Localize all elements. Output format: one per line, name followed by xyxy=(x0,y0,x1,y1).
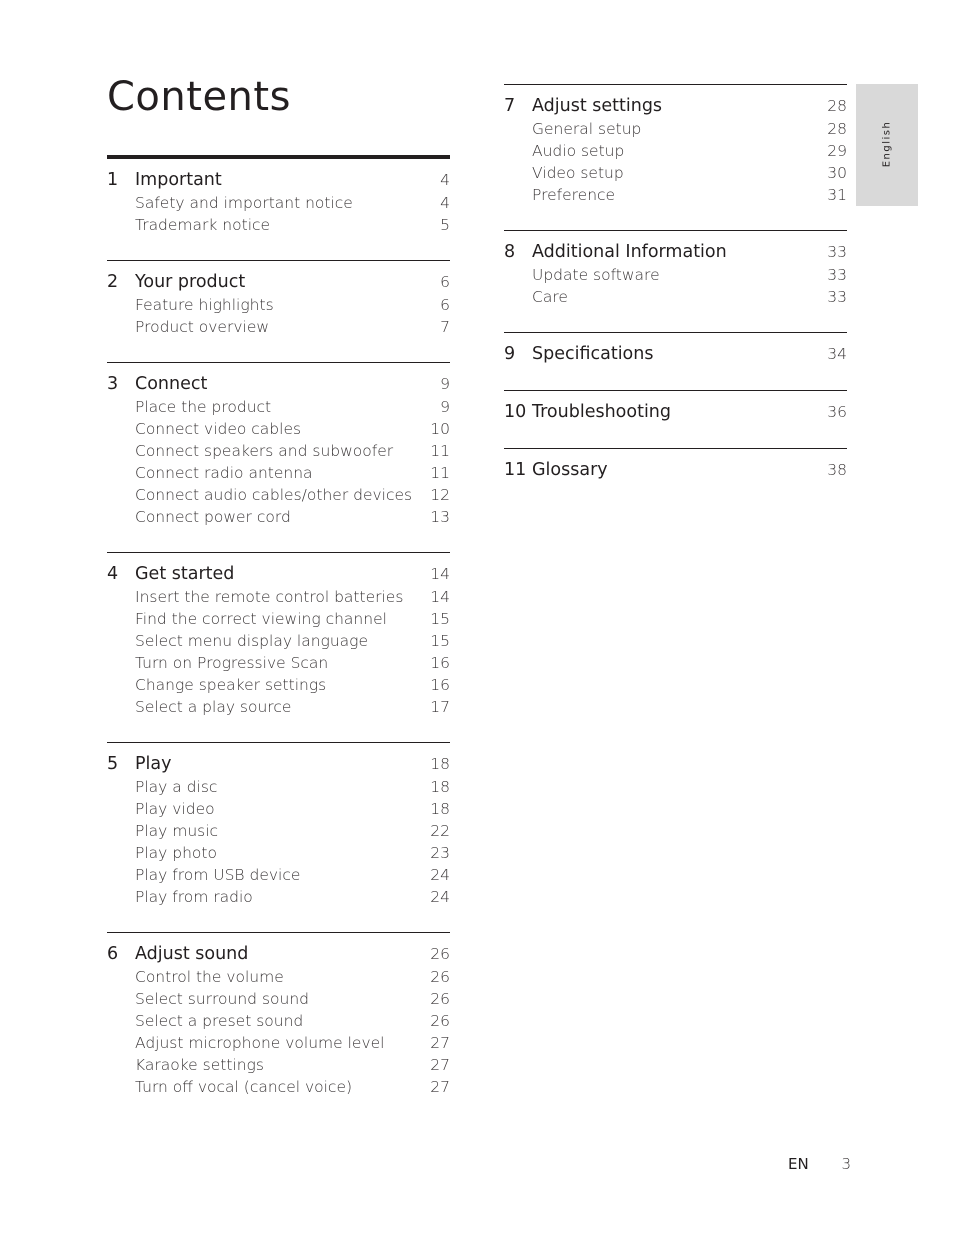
chapter-title: Get started xyxy=(135,564,235,584)
toc-entry-row[interactable] xyxy=(107,966,450,988)
entry-page: 14 xyxy=(430,588,450,606)
entry-page: 17 xyxy=(430,698,450,716)
entry-title: General setup xyxy=(532,120,642,138)
chapter-title: Play xyxy=(135,754,172,774)
entry-page: 27 xyxy=(430,1034,450,1052)
entry-title: Connect radio antenna xyxy=(135,464,313,482)
toc-section xyxy=(504,332,847,390)
chapter-title: Important xyxy=(135,170,222,190)
page-footer xyxy=(788,1155,851,1173)
entry-title: Preference xyxy=(532,186,616,204)
chapter-title: Connect xyxy=(135,374,208,394)
chapter-page: 6 xyxy=(440,273,450,291)
toc-chapter-row[interactable] xyxy=(107,942,450,966)
chapter-title: Your product xyxy=(135,272,246,292)
entry-page: 16 xyxy=(430,676,450,694)
entry-title: Turn off vocal (cancel voice) xyxy=(135,1078,353,1096)
chapter-title: Glossary xyxy=(532,460,608,480)
entry-title: Play from USB device xyxy=(135,866,301,884)
chapter-title: Troubleshooting xyxy=(532,402,672,422)
toc-section xyxy=(107,932,450,1122)
entry-title: Product overview xyxy=(135,318,270,336)
toc-chapter-row[interactable] xyxy=(107,270,450,294)
chapter-number: 11 xyxy=(504,460,527,480)
entry-title: Select a play source xyxy=(135,698,292,716)
entry-title: Find the correct viewing channel xyxy=(135,610,387,628)
entry-page: 12 xyxy=(430,486,450,504)
entry-title: Safety and important notice xyxy=(135,194,353,212)
entry-title: Adjust microphone volume level xyxy=(135,1034,385,1052)
entry-title: Play music xyxy=(135,822,219,840)
entry-title: Select surround sound xyxy=(135,990,309,1008)
toc-entry-row[interactable] xyxy=(107,1076,450,1098)
entry-page: 11 xyxy=(430,464,450,482)
language-side-tab xyxy=(856,84,918,206)
entry-title: Update software xyxy=(532,266,660,284)
chapter-number: 9 xyxy=(504,344,516,364)
entry-page: 26 xyxy=(430,990,450,1008)
toc-section xyxy=(107,742,450,932)
entry-page: 27 xyxy=(430,1078,450,1096)
toc-section xyxy=(504,84,847,230)
toc-entry-row[interactable] xyxy=(504,184,847,206)
entry-title: Place the product xyxy=(135,398,272,416)
chapter-page: 28 xyxy=(827,97,847,115)
footer-language: EN xyxy=(788,1155,809,1173)
toc-entry-row[interactable] xyxy=(107,396,450,418)
entry-title: Karaoke settings xyxy=(135,1056,264,1074)
entry-page: 4 xyxy=(440,194,450,212)
toc-entry-row[interactable] xyxy=(504,118,847,140)
entry-page: 9 xyxy=(440,398,450,416)
toc-section xyxy=(107,155,450,260)
toc-entry-row[interactable] xyxy=(107,886,450,908)
entry-page: 27 xyxy=(430,1056,450,1074)
toc-entry-row[interactable] xyxy=(107,674,450,696)
chapter-page: 38 xyxy=(827,461,847,479)
toc-entry-row[interactable] xyxy=(107,1032,450,1054)
chapter-number: 6 xyxy=(107,944,119,964)
toc-chapter-row[interactable] xyxy=(107,562,450,586)
toc-entry-row[interactable] xyxy=(107,776,450,798)
toc-entry-row[interactable] xyxy=(107,696,450,718)
toc-entry-row[interactable] xyxy=(107,798,450,820)
toc-chapter-row[interactable] xyxy=(504,94,847,118)
entry-title: Play from radio xyxy=(135,888,253,906)
chapter-page: 36 xyxy=(827,403,847,421)
entry-page: 31 xyxy=(827,186,847,204)
chapter-page: 9 xyxy=(440,375,450,393)
entry-title: Video setup xyxy=(532,164,624,182)
chapter-number: 10 xyxy=(504,402,527,422)
entry-title: Play video xyxy=(135,800,215,818)
chapter-title: Specifications xyxy=(532,344,654,364)
toc-entry-row[interactable] xyxy=(107,462,450,484)
toc-entry-row[interactable] xyxy=(107,316,450,338)
entry-page: 33 xyxy=(827,266,847,284)
entry-page: 18 xyxy=(430,778,450,796)
entry-page: 23 xyxy=(430,844,450,862)
chapter-page: 26 xyxy=(430,945,450,963)
toc-chapter-row[interactable] xyxy=(504,458,847,482)
entry-title: Select menu display language xyxy=(135,632,369,650)
entry-page: 26 xyxy=(430,968,450,986)
toc-entry-row[interactable] xyxy=(107,1054,450,1076)
entry-page: 16 xyxy=(430,654,450,672)
toc-section xyxy=(504,448,847,506)
toc-chapter-row[interactable] xyxy=(107,372,450,396)
entry-page: 5 xyxy=(440,216,450,234)
entry-title: Connect video cables xyxy=(135,420,302,438)
entry-page: 26 xyxy=(430,1012,450,1030)
toc-chapter-row[interactable] xyxy=(107,168,450,192)
toc-entry-row[interactable] xyxy=(107,418,450,440)
footer-page-number: 3 xyxy=(841,1155,852,1173)
toc-right-column xyxy=(504,84,847,506)
entry-page: 7 xyxy=(440,318,450,336)
entry-title: Change speaker settings xyxy=(135,676,327,694)
toc-chapter-row[interactable] xyxy=(107,752,450,776)
entry-page: 15 xyxy=(430,610,450,628)
toc-entry-row[interactable] xyxy=(107,842,450,864)
entry-title: Play a disc xyxy=(135,778,218,796)
toc-entry-row[interactable] xyxy=(107,864,450,886)
entry-title: Connect speakers and subwoofer xyxy=(135,442,394,460)
chapter-title: Additional Information xyxy=(532,242,727,262)
toc-entry-row[interactable] xyxy=(107,1010,450,1032)
chapter-page: 4 xyxy=(440,171,450,189)
entry-page: 29 xyxy=(827,142,847,160)
toc-entry-row[interactable] xyxy=(107,820,450,842)
toc-section xyxy=(107,362,450,552)
entry-page: 11 xyxy=(430,442,450,460)
toc-entry-row[interactable] xyxy=(107,484,450,506)
toc-entry-row[interactable] xyxy=(504,264,847,286)
toc-section xyxy=(504,390,847,448)
entry-page: 10 xyxy=(430,420,450,438)
entry-title: Care xyxy=(532,288,568,306)
toc-entry-row[interactable] xyxy=(107,586,450,608)
toc-chapter-row[interactable] xyxy=(504,240,847,264)
entry-page: 6 xyxy=(440,296,450,314)
toc-entry-row[interactable] xyxy=(107,214,450,236)
chapter-title: Adjust sound xyxy=(135,944,249,964)
toc-entry-row[interactable] xyxy=(107,440,450,462)
chapter-page: 34 xyxy=(827,345,847,363)
chapter-number: 2 xyxy=(107,272,119,292)
toc-entry-row[interactable] xyxy=(504,162,847,184)
entry-page: 13 xyxy=(430,508,450,526)
language-tab-label: English xyxy=(881,120,893,168)
chapter-number: 8 xyxy=(504,242,516,262)
entry-title: Audio setup xyxy=(532,142,625,160)
page-title: Contents xyxy=(107,74,291,120)
toc-entry-row[interactable] xyxy=(107,652,450,674)
chapter-page: 33 xyxy=(827,243,847,261)
entry-page: 15 xyxy=(430,632,450,650)
entry-page: 24 xyxy=(430,888,450,906)
entry-title: Connect audio cables/other devices xyxy=(135,486,413,504)
entry-page: 18 xyxy=(430,800,450,818)
entry-page: 30 xyxy=(827,164,847,182)
chapter-page: 14 xyxy=(430,565,450,583)
toc-left-column xyxy=(107,155,450,1122)
chapter-page: 18 xyxy=(430,755,450,773)
toc-entry-row[interactable] xyxy=(107,294,450,316)
entry-page: 33 xyxy=(827,288,847,306)
toc-entry-row[interactable] xyxy=(107,192,450,214)
entry-page: 24 xyxy=(430,866,450,884)
toc-section xyxy=(504,230,847,332)
toc-entry-row[interactable] xyxy=(107,988,450,1010)
entry-title: Connect power cord xyxy=(135,508,291,526)
entry-title: Turn on Progressive Scan xyxy=(135,654,329,672)
toc-entry-row[interactable] xyxy=(107,506,450,528)
toc-section xyxy=(107,552,450,742)
entry-title: Play photo xyxy=(135,844,217,862)
toc-entry-row[interactable] xyxy=(107,608,450,630)
entry-title: Trademark notice xyxy=(135,216,271,234)
toc-entry-row[interactable] xyxy=(504,140,847,162)
entry-title: Select a preset sound xyxy=(135,1012,304,1030)
toc-chapter-row[interactable] xyxy=(504,342,847,366)
chapter-number: 1 xyxy=(107,170,119,190)
chapter-title: Adjust settings xyxy=(532,96,663,116)
toc-entry-row[interactable] xyxy=(504,286,847,308)
entry-page: 28 xyxy=(827,120,847,138)
entry-title: Feature highlights xyxy=(135,296,274,314)
toc-section xyxy=(107,260,450,362)
chapter-number: 4 xyxy=(107,564,119,584)
chapter-number: 7 xyxy=(504,96,516,116)
entry-page: 22 xyxy=(430,822,450,840)
entry-title: Control the volume xyxy=(135,968,284,986)
toc-chapter-row[interactable] xyxy=(504,400,847,424)
entry-title: Insert the remote control batteries xyxy=(135,588,404,606)
toc-entry-row[interactable] xyxy=(107,630,450,652)
chapter-number: 3 xyxy=(107,374,119,394)
chapter-number: 5 xyxy=(107,754,119,774)
